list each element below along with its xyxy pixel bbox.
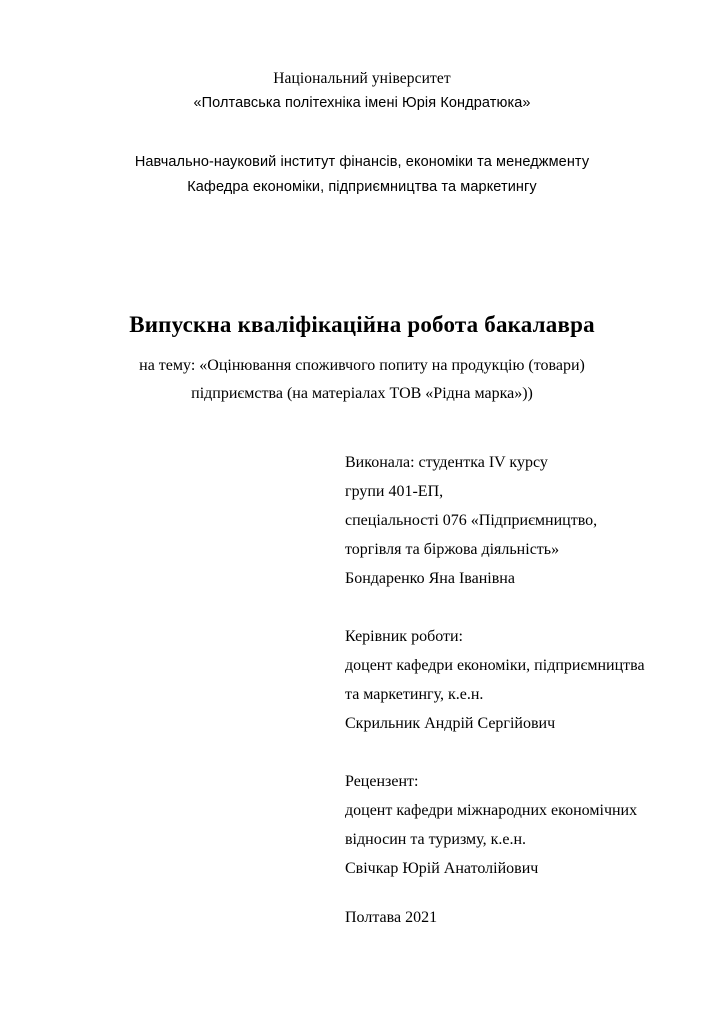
department-name: Кафедра економіки, підприємництва та маркетингу	[187, 179, 537, 195]
document-subtitle-line-2: підприємства (на матеріалах ТОВ «Рідна марка»))	[191, 385, 533, 402]
credits-column	[345, 448, 679, 883]
supervisor-label: Керівник роботи:	[345, 628, 463, 645]
reviewer-name: Свічкар Юрій Анатолійович	[345, 860, 539, 877]
author-block	[345, 448, 679, 593]
supervisor-line-2: доцент кафедри економіки, підприємництва	[345, 657, 645, 674]
university-name-line-2: «Полтавська політехніка імені Юрія Кондратюка»	[193, 95, 531, 111]
supervisor-line-3: та маркетингу, к.е.н.	[345, 686, 484, 703]
university-name-line-1: Національний університет	[273, 70, 451, 87]
author-line-3: спеціальності 076 «Підприємництво,	[345, 512, 598, 529]
supervisor-block	[345, 622, 679, 738]
author-line-2: групи 401-ЕП,	[345, 483, 444, 500]
reviewer-line-2: доцент кафедри міжнародних економічних	[345, 802, 638, 819]
institute-name: Навчально-науковий інститут фінансів, економіки та менеджменту	[134, 154, 590, 170]
author-line-1: Виконала: студентка IV курсу	[345, 454, 548, 471]
institution-block	[45, 66, 679, 200]
document-subtitle	[45, 352, 679, 408]
reviewer-label: Рецензент:	[345, 773, 419, 790]
supervisor-name: Скрильник Андрій Сергійович	[345, 715, 556, 732]
reviewer-block	[345, 767, 679, 883]
spacer-after-university	[45, 116, 679, 150]
document-title: Випускна кваліфікаційна робота бакалавра	[129, 312, 595, 337]
author-line-4: торгівля та біржова діяльність»	[345, 541, 560, 558]
spacer-before-title	[45, 200, 679, 312]
place-and-year: Полтава 2021	[345, 909, 438, 926]
author-name: Бондаренко Яна Іванівна	[345, 570, 515, 587]
reviewer-line-3: відносин та туризму, к.е.н.	[345, 831, 527, 848]
document-subtitle-line-1: на тему: «Оцінювання споживчого попиту на продукцію (товари)	[139, 357, 585, 374]
